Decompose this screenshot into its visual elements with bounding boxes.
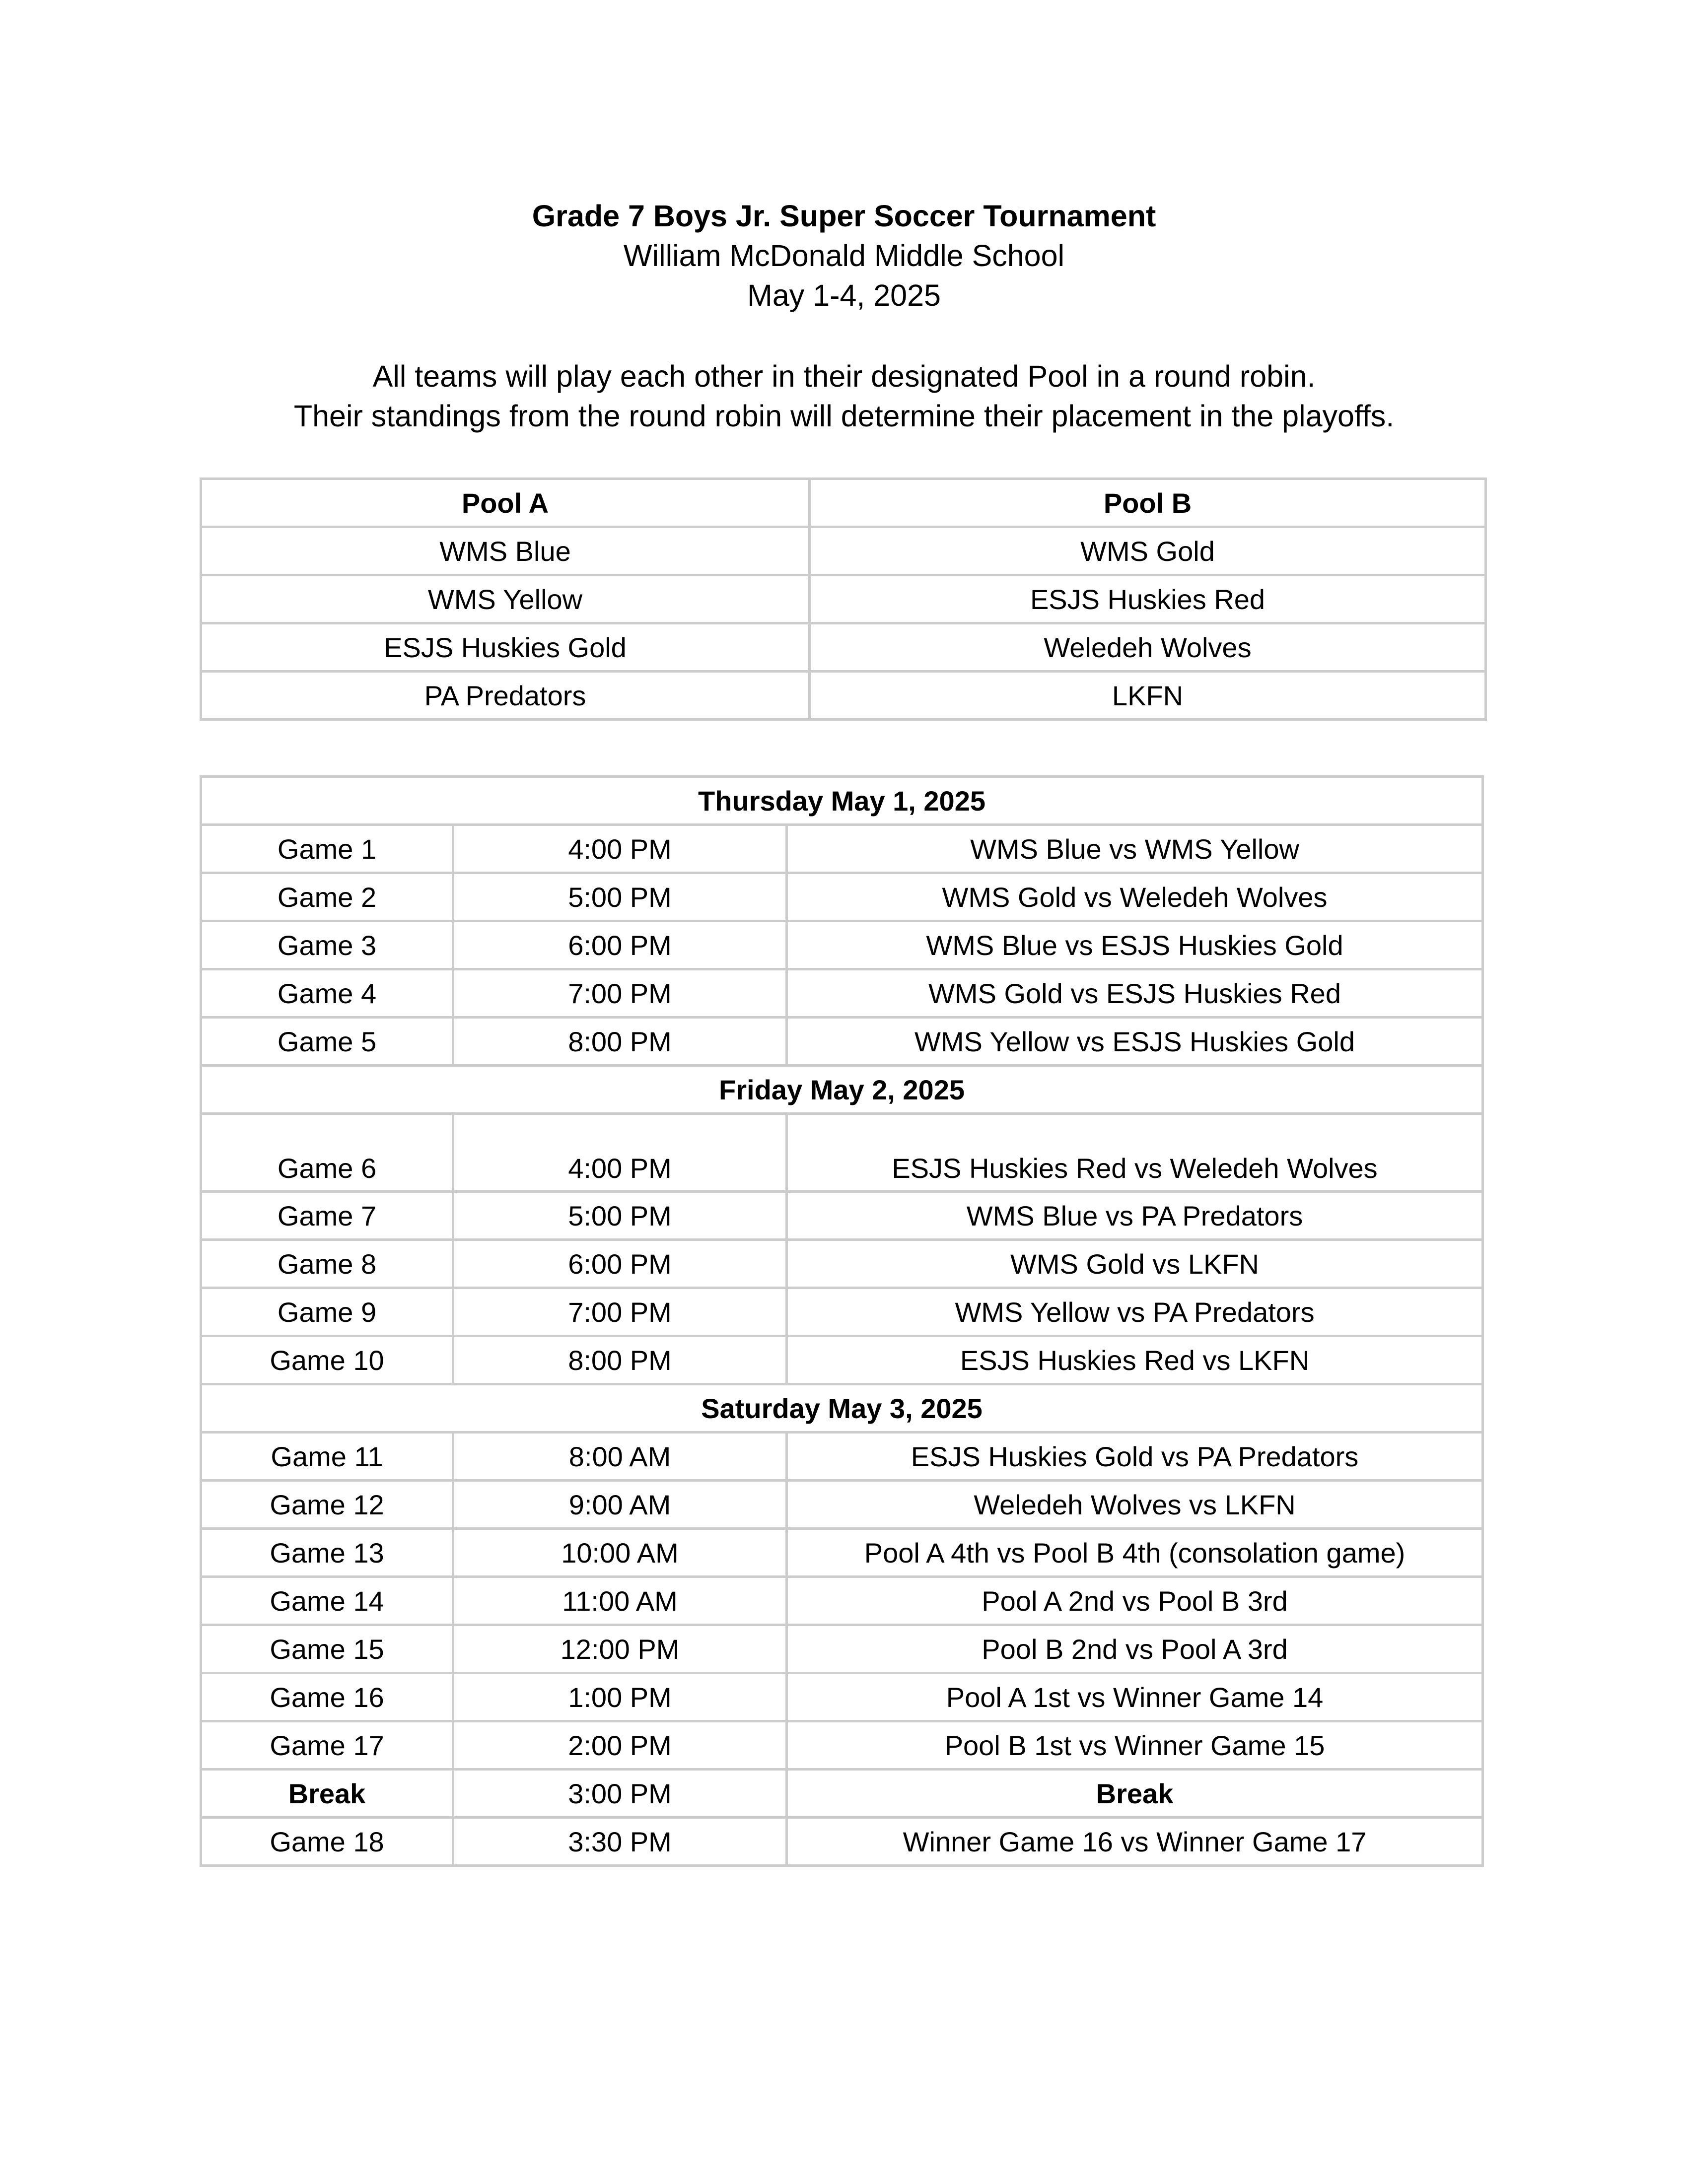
pool-a-team: WMS Yellow (201, 575, 810, 623)
table-row (201, 1288, 1483, 1336)
game-time: 5:00 PM (453, 873, 787, 921)
break-label: Break (787, 1770, 1483, 1818)
table-row (201, 1481, 1483, 1529)
game-time: 7:00 PM (453, 1288, 787, 1336)
game-matchup: ESJS Huskies Gold vs PA Predators (787, 1433, 1483, 1481)
pools-row (201, 672, 1486, 720)
game-time: 2:00 PM (453, 1721, 787, 1770)
game-number: Game 7 (201, 1192, 453, 1240)
game-time: 7:00 PM (453, 969, 787, 1018)
table-row (201, 1770, 1483, 1818)
day-header: Friday May 2, 2025 (201, 1066, 1483, 1114)
day-header-row (201, 777, 1483, 825)
intro-line-1: All teams will play each other in their designated Pool in a round robin. (372, 359, 1316, 393)
break-label: Break (201, 1770, 453, 1818)
game-time: 11:00 AM (453, 1577, 787, 1625)
game-matchup: WMS Gold vs Weledeh Wolves (787, 873, 1483, 921)
game-number: Game 15 (201, 1625, 453, 1673)
game-number: Game 18 (201, 1818, 453, 1866)
pool-b-team: WMS Gold (810, 527, 1486, 575)
table-row (201, 1336, 1483, 1384)
game-matchup: Pool A 1st vs Winner Game 14 (787, 1673, 1483, 1721)
game-number: Game 4 (201, 969, 453, 1018)
game-number: Game 13 (201, 1529, 453, 1577)
pool-b-team: LKFN (810, 672, 1486, 720)
game-matchup: Pool A 2nd vs Pool B 3rd (787, 1577, 1483, 1625)
game-time: 10:00 AM (453, 1529, 787, 1577)
pool-a-team: ESJS Huskies Gold (201, 623, 810, 672)
pool-b-team: Weledeh Wolves (810, 623, 1486, 672)
table-row (201, 1721, 1483, 1770)
game-time: 3:30 PM (453, 1818, 787, 1866)
day-header: Thursday May 1, 2025 (201, 777, 1483, 825)
game-matchup: ESJS Huskies Red vs LKFN (787, 1336, 1483, 1384)
table-row (201, 1529, 1483, 1577)
game-matchup: Weledeh Wolves vs LKFN (787, 1481, 1483, 1529)
game-matchup: WMS Blue vs WMS Yellow (787, 825, 1483, 873)
game-time: 6:00 PM (453, 921, 787, 969)
day-header-row (201, 1384, 1483, 1433)
game-matchup: WMS Yellow vs PA Predators (787, 1288, 1483, 1336)
table-row (201, 825, 1483, 873)
game-time: 9:00 AM (453, 1481, 787, 1529)
table-row (201, 1625, 1483, 1673)
game-number: Game 9 (201, 1288, 453, 1336)
game-number: Game 8 (201, 1240, 453, 1288)
table-row (201, 1192, 1483, 1240)
pool-b-team: ESJS Huskies Red (810, 575, 1486, 623)
table-row (201, 1433, 1483, 1481)
game-number: Game 5 (201, 1018, 453, 1066)
table-row (201, 1818, 1483, 1866)
game-matchup: Pool B 2nd vs Pool A 3rd (787, 1625, 1483, 1673)
table-row (201, 1114, 1483, 1192)
game-number: Game 10 (201, 1336, 453, 1384)
game-number: Game 3 (201, 921, 453, 969)
pools-row (201, 623, 1486, 672)
game-matchup: WMS Blue vs ESJS Huskies Gold (787, 921, 1483, 969)
game-time: 3:00 PM (453, 1770, 787, 1818)
table-row (201, 969, 1483, 1018)
day-header: Saturday May 3, 2025 (201, 1384, 1483, 1433)
game-matchup: WMS Gold vs LKFN (787, 1240, 1483, 1288)
game-number: Game 16 (201, 1673, 453, 1721)
game-matchup: WMS Gold vs ESJS Huskies Red (787, 969, 1483, 1018)
pool-a-team: PA Predators (201, 672, 810, 720)
game-number: Game 14 (201, 1577, 453, 1625)
table-row (201, 921, 1483, 969)
pools-table (200, 478, 1487, 721)
game-number: Game 6 (201, 1114, 453, 1192)
table-row (201, 873, 1483, 921)
pool-a-team: WMS Blue (201, 527, 810, 575)
game-time: 4:00 PM (453, 1114, 787, 1192)
game-time: 5:00 PM (453, 1192, 787, 1240)
game-time: 1:00 PM (453, 1673, 787, 1721)
schedule-table (200, 775, 1484, 1867)
pools-row (201, 527, 1486, 575)
game-time: 8:00 PM (453, 1336, 787, 1384)
game-matchup: WMS Blue vs PA Predators (787, 1192, 1483, 1240)
game-number: Game 12 (201, 1481, 453, 1529)
game-matchup: WMS Yellow vs ESJS Huskies Gold (787, 1018, 1483, 1066)
game-number: Game 1 (201, 825, 453, 873)
pool-b-header: Pool B (810, 479, 1486, 527)
game-matchup: Pool A 4th vs Pool B 4th (consolation game) (787, 1529, 1483, 1577)
pool-a-header: Pool A (201, 479, 810, 527)
table-row (201, 1018, 1483, 1066)
game-time: 6:00 PM (453, 1240, 787, 1288)
game-number: Game 2 (201, 873, 453, 921)
table-row (201, 1577, 1483, 1625)
game-time: 4:00 PM (453, 825, 787, 873)
game-matchup: Winner Game 16 vs Winner Game 17 (787, 1818, 1483, 1866)
game-number: Game 11 (201, 1433, 453, 1481)
game-time: 8:00 PM (453, 1018, 787, 1066)
game-matchup: ESJS Huskies Red vs Weledeh Wolves (787, 1114, 1483, 1192)
pools-header-row (201, 479, 1486, 527)
game-number: Game 17 (201, 1721, 453, 1770)
day-header-row (201, 1066, 1483, 1114)
game-time: 12:00 PM (453, 1625, 787, 1673)
table-row (201, 1240, 1483, 1288)
game-time: 8:00 AM (453, 1433, 787, 1481)
school-name: William McDonald Middle School (623, 239, 1065, 273)
tournament-dates: May 1-4, 2025 (747, 278, 941, 312)
document-title: Grade 7 Boys Jr. Super Soccer Tournament (532, 199, 1156, 233)
intro-line-2: Their standings from the round robin will determine their placement in the playoffs. (293, 399, 1395, 433)
game-matchup: Pool B 1st vs Winner Game 15 (787, 1721, 1483, 1770)
pools-row (201, 575, 1486, 623)
table-row (201, 1673, 1483, 1721)
